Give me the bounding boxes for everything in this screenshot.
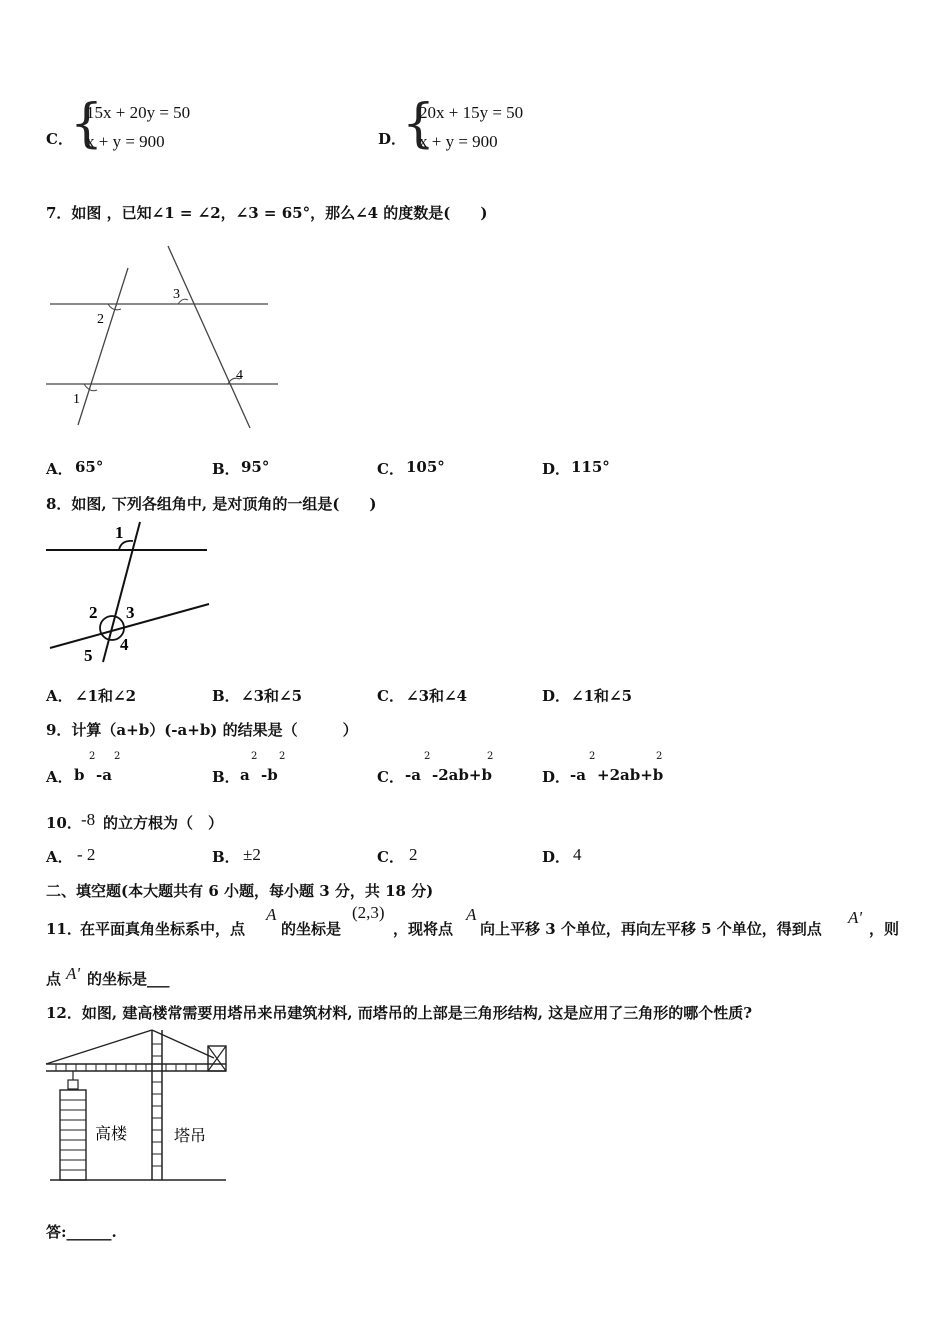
q9-option-d-exp1: 2 (589, 751, 596, 762)
q7-angle-3-label: 3 (173, 287, 180, 302)
q11-text-2: 的坐标是 (281, 920, 342, 938)
q8-angle-4-label: 4 (120, 635, 129, 654)
q11-coordinate: (2,3) (352, 903, 385, 922)
q10-option-a-label: A． (46, 848, 73, 866)
q6-option-d-brace: { (402, 94, 436, 154)
q9-option-a-exp2: 2 (114, 751, 121, 762)
q9-option-c-part2: -2ab+b (432, 766, 492, 784)
q10-option-a-text: - 2 (77, 845, 96, 864)
q9-option-c-exp2: 2 (487, 751, 494, 762)
q9-option-b-exp2: 2 (279, 751, 286, 762)
q6-option-c-brace: { (70, 94, 104, 154)
q7-angle-1-label: 1 (73, 392, 80, 407)
q6-option-d-eq2: x + y = 900 (419, 132, 498, 151)
q11-point-a: A (266, 905, 277, 924)
q6-option-d-label: D． (378, 130, 407, 148)
q8-option-c-label: C． (377, 687, 404, 705)
q7-option-c-label: C． (377, 460, 404, 478)
q11-number: 11． (46, 920, 82, 938)
q9-option-d-part1: -a (570, 766, 586, 784)
q7-angle-2-label: 2 (97, 312, 104, 327)
q9-option-b-exp1: 2 (251, 751, 258, 762)
q7-option-d-label: D． (542, 460, 571, 478)
q9-option-a-exp1: 2 (89, 751, 96, 762)
q8-angle-3-label: 3 (126, 603, 135, 622)
q12-answer: 答:______. (46, 1223, 117, 1241)
q11-text-3: ，现将点 (393, 920, 454, 938)
q10-option-d-text: 4 (573, 845, 582, 864)
q9-option-d-part2: +2ab+b (597, 766, 664, 784)
q11-line2-prefix: 点 (46, 970, 62, 988)
q9-option-a-part1: b (74, 766, 85, 784)
q9-option-c-part1: -a (405, 766, 421, 784)
q7-option-b-text: 95° (241, 458, 270, 476)
q7-option-a-text: 65° (75, 458, 104, 476)
q11-text-1: 在平面真角坐标系中，点 (80, 920, 246, 938)
q7-option-a-label: A． (46, 460, 73, 478)
q9-option-d-exp2: 2 (656, 751, 663, 762)
q11-text-4: 向上平移 3 个单位，再向左平移 5 个单位，得到点 (480, 920, 822, 938)
q6-option-d-eq1: 20x + 15y = 50 (419, 103, 524, 122)
q11-point-a-prime: A' (848, 908, 863, 927)
q9-option-a-label: A． (46, 768, 73, 786)
q10-value: -8 (81, 810, 96, 829)
q9-option-a-part2: -a (96, 766, 112, 784)
q7-stem: 7．如图 ，已知∠1 = ∠2，∠3 = 65°，那么∠4 的度数是( ) (46, 204, 488, 222)
q9-option-d-label: D． (542, 768, 571, 786)
q10-option-c-label: C． (377, 848, 404, 866)
q6-option-c-eq1: 15x + 20y = 50 (86, 103, 191, 122)
q8-option-b-label: B． (212, 687, 240, 705)
q10-option-b-text: ±2 (243, 845, 261, 864)
q9-option-b-part2: -b (261, 766, 278, 784)
section-2-title: 二、填空题(本大题共有 6 小题，每小题 3 分，共 18 分) (46, 882, 434, 900)
q8-angle-5-label: 5 (84, 646, 93, 665)
q8-option-a-label: A． (46, 687, 73, 705)
q8-option-c-text: ∠3和∠4 (406, 687, 468, 705)
q6-option-c-label: C． (46, 130, 73, 148)
q12-stem: 12．如图, 建高楼常需要用塔吊来吊建筑材料, 而塔吊的上部是三角形结构, 这是应用了三角形的哪个性质? (46, 1004, 753, 1022)
q8-option-d-label: D． (542, 687, 571, 705)
q8-angle-2-label: 2 (89, 603, 98, 622)
q7-option-d-text: 115° (571, 458, 610, 476)
q8-angle-1-label: 1 (115, 523, 124, 542)
q10-stem: 的立方根为（ ） (103, 814, 224, 832)
q7-option-b-label: B． (212, 460, 240, 478)
q9-option-c-exp1: 2 (424, 751, 431, 762)
q9-stem: 9．计算（a+b）(-a+b) 的结果是（ ） (46, 721, 358, 739)
q8-stem: 8．如图, 下列各组角中, 是对顶角的一组是( ) (46, 495, 377, 513)
q6-option-c-eq2: x + y = 900 (86, 132, 165, 151)
q10-option-d-label: D． (542, 848, 571, 866)
q7-angle-4-label: 4 (236, 368, 243, 383)
q9-option-b-label: B． (212, 768, 240, 786)
q7-option-c-text: 105° (406, 458, 445, 476)
q10-number: 10． (46, 814, 82, 832)
q10-option-c-text: 2 (409, 845, 418, 864)
q8-option-a-text: ∠1和∠2 (75, 687, 137, 705)
q8-option-b-text: ∠3和∠5 (241, 687, 303, 705)
q11-line2-text: 的坐标是___ (87, 970, 170, 988)
q8-option-d-text: ∠1和∠5 (571, 687, 633, 705)
q9-option-b-part1: a (240, 766, 250, 784)
q9-option-c-label: C． (377, 768, 404, 786)
q11-text-5: ，则 (869, 920, 900, 938)
q12-building-label: 高楼 (95, 1126, 128, 1143)
q10-option-b-label: B． (212, 848, 240, 866)
q12-crane-label: 塔吊 (174, 1128, 207, 1145)
q11-point-a-prime-2: A' (66, 964, 81, 983)
q11-point-a-2: A (466, 905, 477, 924)
